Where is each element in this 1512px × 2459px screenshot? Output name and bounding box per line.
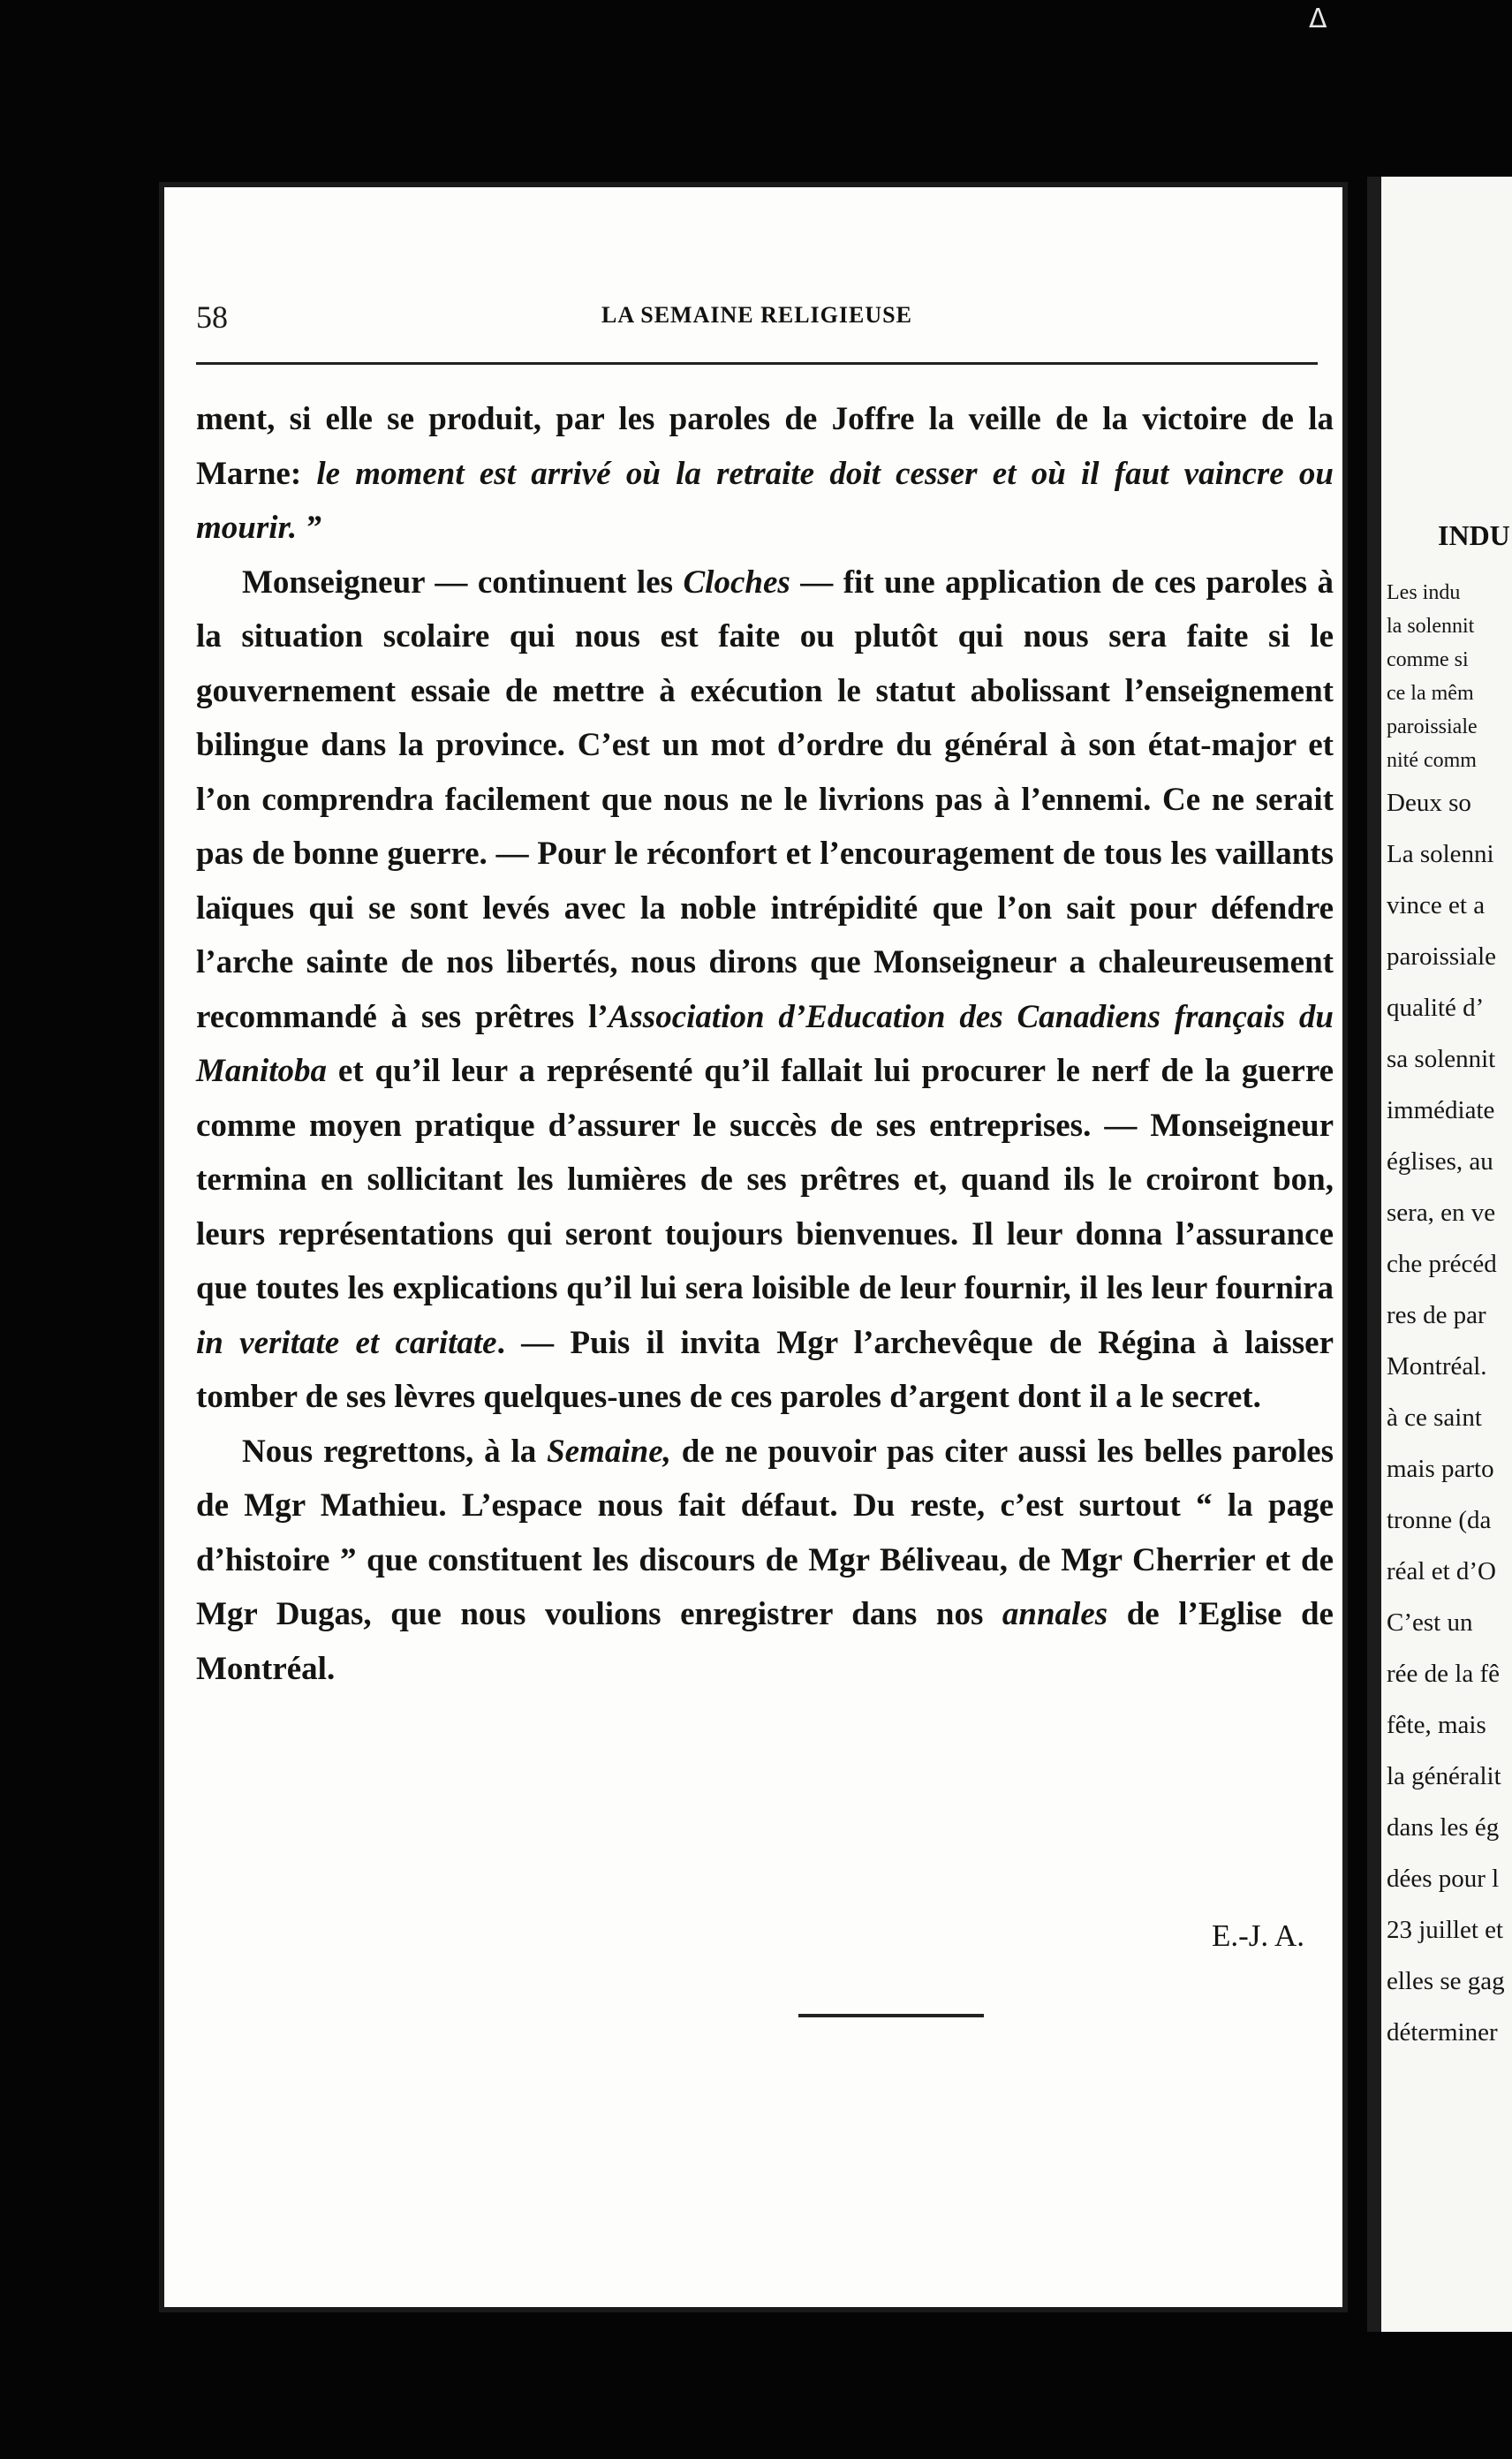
p3-text-a: Nous regrettons, à la (242, 1433, 548, 1470)
facing-page-line: comme si (1387, 648, 1469, 671)
p1-quote: le moment est arrivé où la retraite doit cesser et où il faut vaincre ou mourir. ” (196, 455, 1334, 546)
paragraph-1 (196, 392, 1334, 556)
facing-page-line: Les indu (1387, 581, 1461, 604)
header-rule (196, 362, 1318, 365)
p3-text-b: de ne pouvoir pas citer aussi les belles paroles de Mgr Mathieu. L’espace nous fait défaut. Du reste, c’est surtout “ la page d’histoire ” que constituent les discours de Mgr Béliveau, de Mgr Cherrier et de Mgr Dugas, que nous voulions enregistrer dans nos (196, 1433, 1334, 1632)
p2-text-c: et qu’il leur a représenté qu’il fallait lui procurer le nerf de la guerre comme moyen pratique d’assurer le succès de ses entreprises. — Monseigneur termina en sollicitant les lumières de ses prêtres et, quand ils le croiront bon, leurs représentations qui seront toujours bienvenues. Il leur donna l’assurance que toutes les explications qu’il lui sera loisible de leur fournir, il les leur fournira (196, 1053, 1334, 1306)
facing-page-line: la généralit (1387, 1762, 1501, 1790)
facing-page-line: la solennit (1387, 615, 1475, 638)
facing-page-line: immédiate (1387, 1096, 1495, 1124)
film-mark: ᐃ (1309, 4, 1327, 34)
facing-page-line: Deux so (1387, 789, 1471, 817)
paragraph-2 (196, 556, 1334, 1425)
facing-page-line: mais parto (1387, 1455, 1494, 1483)
facing-page-line: C’est un (1387, 1608, 1473, 1637)
facing-page-line: Montréal. (1387, 1352, 1487, 1381)
facing-page-line: déterminer (1387, 2018, 1498, 2047)
facing-page-line: elles se gag (1387, 1967, 1505, 1995)
facing-page-line: sa solennit (1387, 1045, 1496, 1073)
facing-page (1367, 177, 1512, 2332)
p2-cloches: Cloches (683, 564, 790, 601)
facing-page-line: vince et a (1387, 891, 1486, 919)
author-signature: E.-J. A. (1212, 1918, 1304, 1953)
page-gutter (1367, 177, 1381, 2332)
p2-association: Association d’Education des Canadiens français du Manitoba (196, 998, 1334, 1089)
facing-page-line: res de par (1387, 1301, 1486, 1329)
facing-page-line: à ce saint (1387, 1404, 1482, 1432)
facing-page-line: églises, au (1387, 1147, 1493, 1176)
facing-page-line: rée de la fê (1387, 1660, 1500, 1688)
facing-page-line: dans les ég (1387, 1813, 1500, 1842)
p2-text-b: — fit une application de ces paroles à la situation scolaire qui nous est faite ou plutôt qui nous sera faite si le gouvernement essaie de mettre à exécution le statut abolissant l’enseignement bilingue dans la province. C’est un mot d’ordre du général à son état-major et l’on comprendra facilement que nous ne le livrions pas à l’ennemi. Ce ne serait pas de bonne guerre. — Pour le réconfort et l’encouragement de tous les vaillants laïques qui se sont levés avec la noble intrépidité que l’on sait pour défendre l’arche sainte de nos libertés, nous dirons que Monseigneur a chaleureusement recommandé à ses prêtres l’ (196, 564, 1334, 1035)
paragraph-3 (196, 1425, 1334, 1697)
facing-page-line: qualité d’ (1387, 994, 1485, 1022)
facing-page-line: nité comm (1387, 749, 1477, 772)
page-header (196, 299, 1318, 336)
p3-annales: annales (1002, 1596, 1108, 1632)
article-body (196, 392, 1334, 1696)
page-number: 58 (196, 299, 228, 335)
facing-page-line: sera, en ve (1387, 1199, 1496, 1227)
facing-page-line: fête, mais (1387, 1711, 1486, 1739)
facing-page-line: che précéd (1387, 1250, 1497, 1278)
facing-page-line: tronne (da (1387, 1506, 1492, 1534)
facing-page-text (1387, 576, 1512, 2058)
p2-latin: in veritate et caritate (196, 1324, 497, 1361)
p1-text: ment, si elle se produit, par les paroles de Joffre la veille de la victoire de la Marne: (196, 401, 1334, 492)
p2-text-d: . — Puis il invita Mgr l’archevêque de Régina à laisser tomber de ses lèvres quelques-unes de ces paroles d’argent dont il a le secret. (196, 1324, 1334, 1415)
facing-page-line: 23 juillet et (1387, 1916, 1504, 1944)
facing-page-line: paroissiale (1387, 942, 1497, 971)
facing-page-line: dées pour l (1387, 1865, 1500, 1893)
facing-page-line: La solenni (1387, 840, 1494, 868)
facing-page-line: ce la mêm (1387, 682, 1474, 705)
p2-text-a: Monseigneur — continuent les (242, 564, 684, 601)
end-rule (798, 2014, 984, 2017)
facing-page-heading: INDU (1438, 519, 1510, 551)
running-head: LA SEMAINE RELIGIEUSE (601, 302, 912, 328)
p3-text-c: de l’Eglise de Montréal. (196, 1596, 1334, 1687)
facing-page-line: réal et d’O (1387, 1557, 1496, 1585)
p3-semaine: Semaine, (547, 1433, 671, 1470)
facing-page-line: paroissiale (1387, 715, 1478, 738)
